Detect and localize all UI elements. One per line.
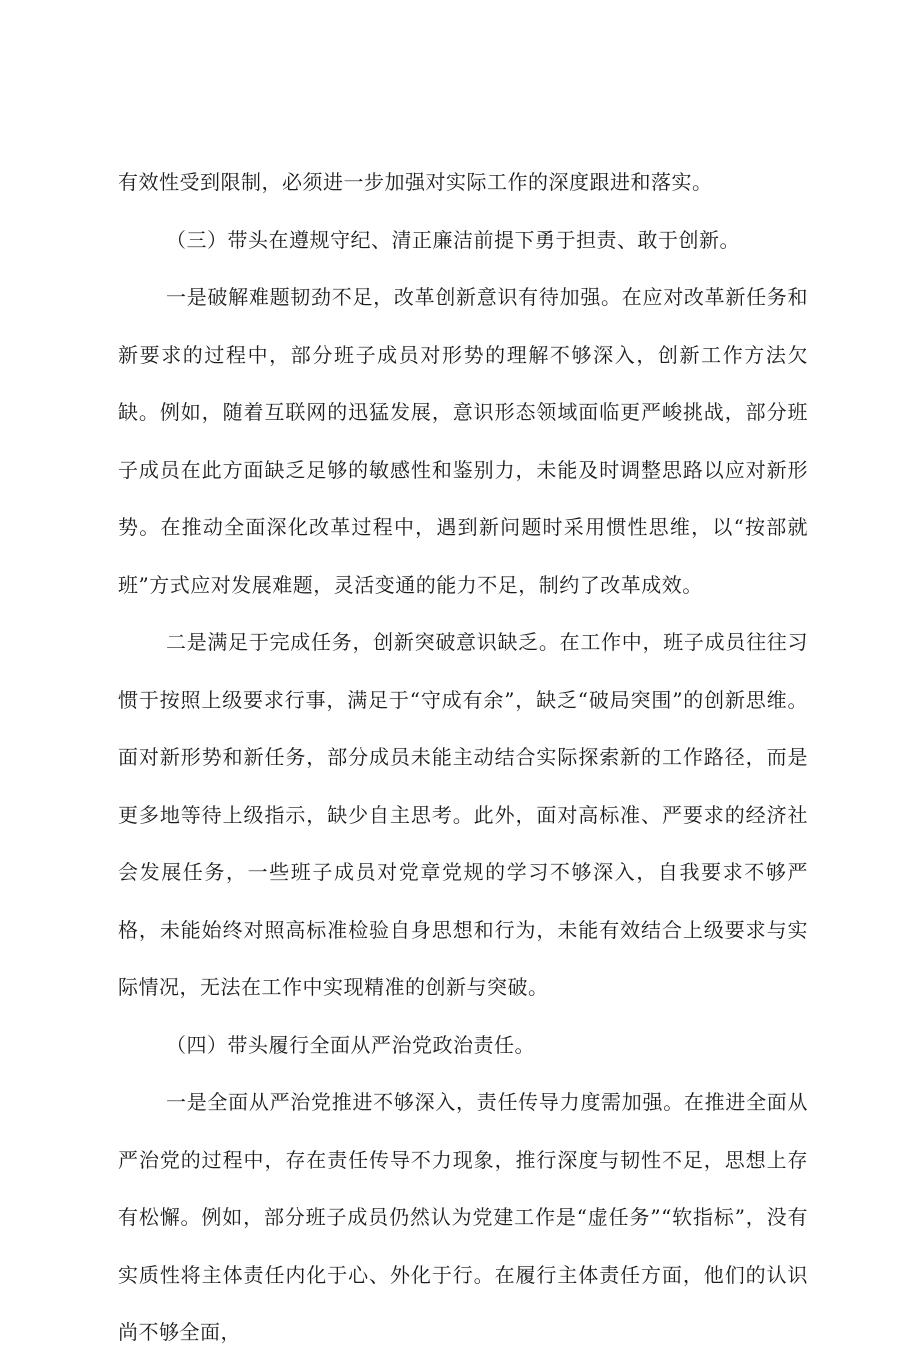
section-heading-4: （四）带头履行全面从严治党政治责任。 (166, 1032, 535, 1057)
body-paragraph: 一是破解难题韧劲不足，改革创新意识有待加强。在应对改革新任务和新要求的过程中，部分班子成员对形势的理解不够深入，创新工作方法欠缺。例如，随着互联网的迅猛发展，意识形态领域面临更严峻挑战，部分班子成员在此方面缺乏足够的敏感性和鉴别力，未能及时调整思路以应对新形势。在推动全面深化改革过程中，遇到新问题时采用惯性思维，以“按部就班”方式应对发展难题，灵活变通的能力不足，制约了改革成效。 (118, 285, 808, 597)
document-page (118, 154, 808, 1362)
body-paragraph: 二是满足于完成任务，创新突破意识缺乏。在工作中，班子成员往往习惯于按照上级要求行事，满足于“守成有余”，缺乏“破局突围”的创新思维。面对新形势和新任务，部分成员未能主动结合实际探索新的工作路径，而是更多地等待上级指示，缺少自主思考。此外，面对高标准、严要求的经济社会发展任务，一些班子成员对党章党规的学习不够深入，自我要求不够严格，未能始终对照高标准检验自身思想和行为，未能有效结合上级要求与实际情况，无法在工作中实现精准的创新与突破。 (118, 630, 808, 999)
continuation-paragraph: 有效性受到限制，必须进一步加强对实际工作的深度跟进和落实。 (118, 170, 713, 194)
body-paragraph: 一是全面从严治党推进不够深入，责任传导力度需加强。在推进全面从严治党的过程中，存在责任传导不力现象，推行深度与韧性不足，思想上存有松懈。例如，部分班子成员仍然认为党建工作是“虚任务”“软指标”，没有实质性将主体责任内化于心、外化于行。在履行主体责任方面，他们的认识尚不够全面， (118, 1090, 808, 1344)
section-heading-3: （三）带头在遵规守纪、清正廉洁前提下勇于担责、敢于创新。 (166, 227, 740, 252)
